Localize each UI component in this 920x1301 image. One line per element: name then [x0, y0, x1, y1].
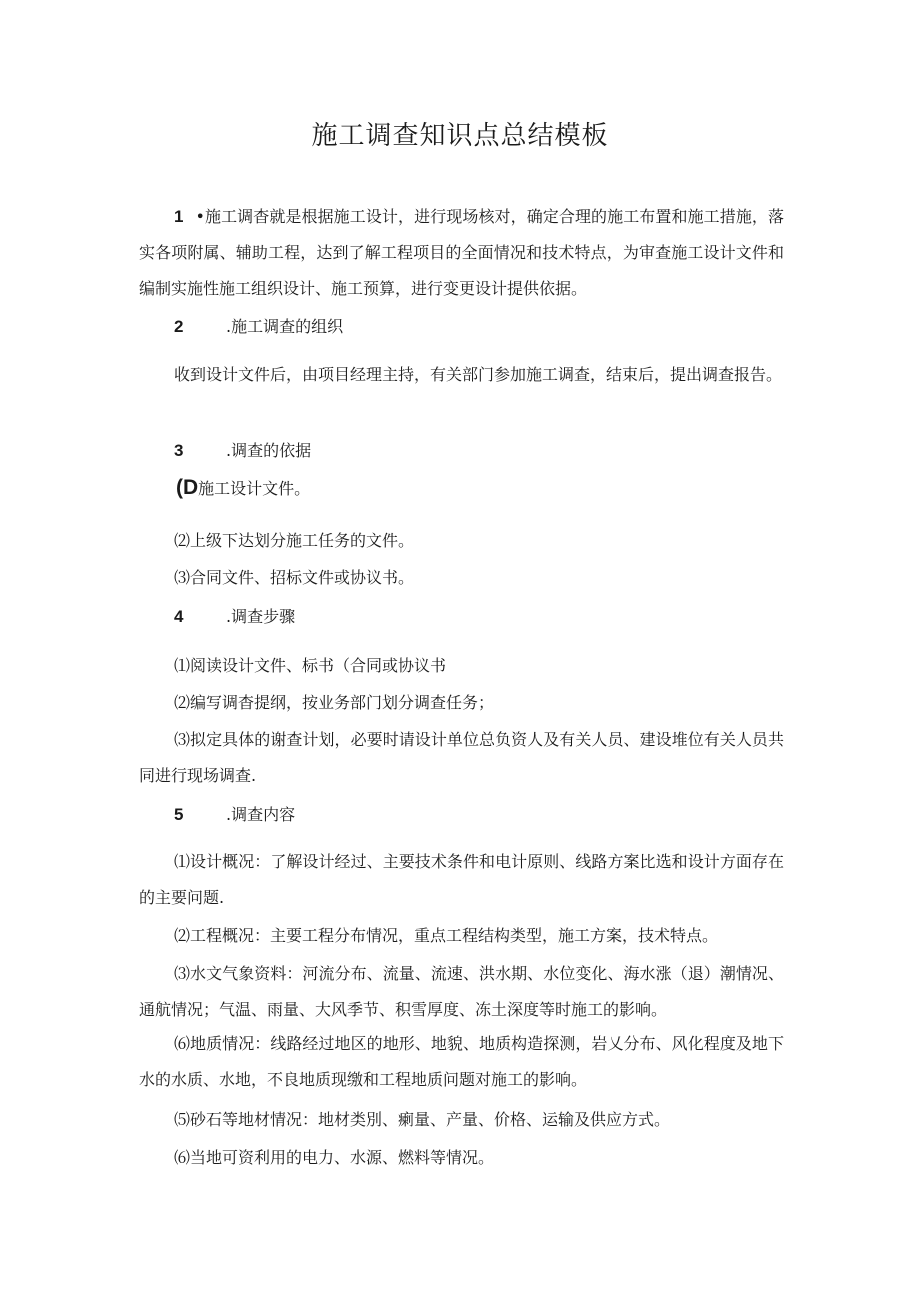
- section-5-item-4: ⑹地质情况：线路经过地区的地形、地貌、地质构造探测，岩乂分布、风化程度及地下水的水质、水地，不良地质现缴和工程地质问题对施工的影响。: [139, 1034, 784, 1089]
- section-5-item-2: ⑵工程概况：主要工程分布情况，重点工程结构类型，施工方案，技术特点。: [174, 926, 719, 945]
- section-5-heading: [174, 797, 295, 833]
- section-1-number: 1: [174, 207, 184, 226]
- section-3-heading-text: .调查的依据: [226, 441, 312, 460]
- section-4-item-2: ⑵编写调杳提纲，按业务部门划分调查任务；: [174, 693, 495, 712]
- section-3-item-1-text: 施工设计文件。: [198, 479, 311, 498]
- section-2-heading: [174, 309, 343, 345]
- section-5-item-1: ⑴设计概况：了解设计经过、主要技术条件和电计原则、线路方案比选和设计方面存在的主要问题.: [139, 852, 784, 907]
- section-5-item-6: ⑹当地可资利用的电力、水源、燃料等情况。: [174, 1148, 495, 1167]
- section-3-item-1: [176, 470, 310, 507]
- section-5-number: 5: [174, 805, 184, 824]
- section-4-item-3: ⑶拟定具体的谢查计划，必要时请设计单位总负资人及有关人员、建设堆位有关人员共同进行现场调查.: [139, 730, 784, 785]
- section-5-item-5: ⑸砂石等地材情况：地材类別、瘌量、产量、价格、运输及供应方式。: [174, 1110, 671, 1129]
- section-3-number: 3: [174, 441, 184, 460]
- section-5-heading-text: .调查内容: [226, 805, 296, 824]
- section-4-number: 4: [174, 607, 184, 626]
- section-1-paragraph: [139, 199, 784, 307]
- section-3-item-3: ⑶合同文件、招标文件或协议书。: [174, 568, 415, 587]
- section-3-item-2: ⑵上级下达划分施工任务的文件。: [174, 531, 415, 550]
- section-4-item-1: ⑴阅读设计文件、标书（合同或协议书: [174, 656, 447, 675]
- section-5-item-3: ⑶水文气象资料：河流分布、流量、流速、洪水期、水位变化、海水涨（退）潮情况、通航情况；气温、雨量、大风季节、积雪厚度、冻土深度等时施工的影响。: [139, 964, 784, 1019]
- section-4-heading-text: .调查步骤: [226, 607, 296, 626]
- section-2-heading-text: .施工调查的组织: [226, 317, 344, 336]
- section-2-number: 2: [174, 317, 184, 336]
- section-3-heading: [174, 433, 311, 469]
- page-title: 施工调查知识点总结模板: [311, 121, 609, 151]
- section-3-item-1-mark: (D: [176, 476, 199, 499]
- section-1-text: •施工调杳就是根据施工设计，进行现场核对，确定合理的施工布置和施工措施，落实各项附属、辅助工程，达到了解工程项目的全面情况和技术特点，为审查施工设计文件和编制实施性施工组织设计、施工预算，进行变更设计提供依据。: [139, 207, 784, 298]
- section-4-heading: [174, 599, 295, 635]
- section-2-text: 收到设计文件后，由项目经理主持，有关部门参加施工调查，结束后，提出调查报告。: [174, 365, 783, 384]
